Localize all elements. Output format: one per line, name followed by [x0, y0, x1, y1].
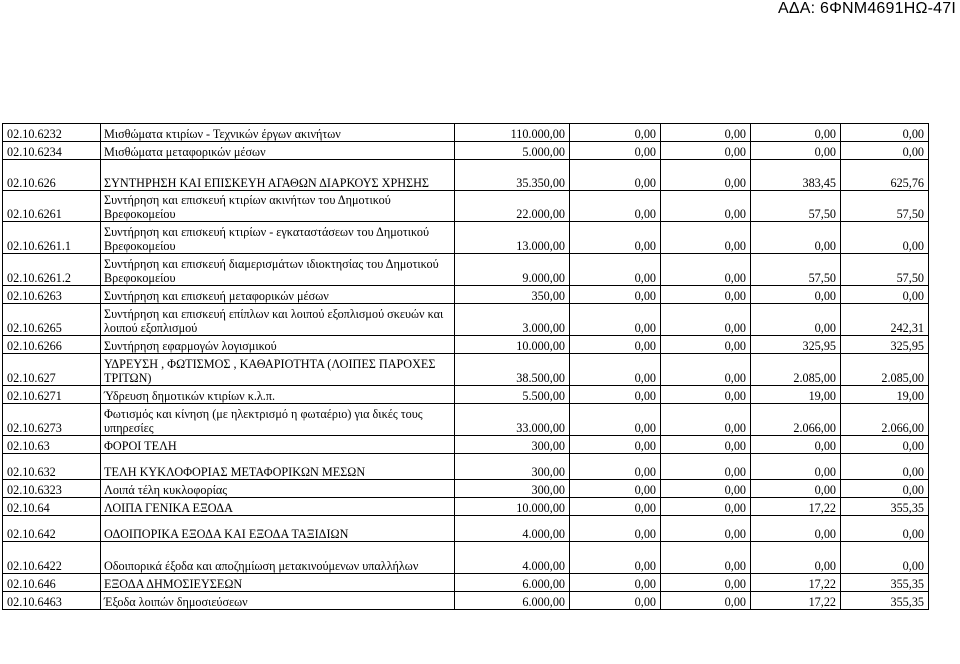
account-description: ΥΔΡΕΥΣΗ , ΦΩΤΙΣΜΟΣ , ΚΑΘΑΡΙΟΤΗΤΑ (ΛΟΙΠΕΣ ΠΑΡΟΧΕΣ ΤΡΙΤΩΝ)	[101, 354, 455, 386]
value-col-3: 0,00	[661, 354, 751, 386]
value-col-3: 0,00	[661, 516, 751, 542]
ada-identifier: ΑΔΑ: 6ΦΝΜ4691ΗΩ-47Ι	[778, 0, 956, 17]
value-col-3: 0,00	[661, 254, 751, 286]
value-col-3: 0,00	[661, 542, 751, 574]
value-col-2: 0,00	[570, 336, 661, 354]
value-col-4: 57,50	[751, 191, 841, 222]
budget-amount: 6.000,00	[455, 592, 570, 610]
budget-amount: 9.000,00	[455, 254, 570, 286]
account-description: Φωτισμός και κίνηση (με ηλεκτρισμό η φωταέριο) για δικές τους υπηρεσίες	[101, 404, 455, 436]
value-col-2: 0,00	[570, 191, 661, 222]
value-col-4: 383,45	[751, 160, 841, 191]
account-code: 02.10.6232	[3, 124, 101, 142]
value-col-4: 0,00	[751, 142, 841, 160]
account-description: ΤΕΛΗ ΚΥΚΛΟΦΟΡΙΑΣ ΜΕΤΑΦΟΡΙΚΩΝ ΜΕΣΩΝ	[101, 454, 455, 480]
value-col-5: 0,00	[841, 222, 929, 254]
account-code: 02.10.6273	[3, 404, 101, 436]
value-col-5: 0,00	[841, 436, 929, 454]
value-col-2: 0,00	[570, 436, 661, 454]
value-col-5: 0,00	[841, 454, 929, 480]
value-col-5: 0,00	[841, 516, 929, 542]
budget-amount: 6.000,00	[455, 574, 570, 592]
value-col-3: 0,00	[661, 498, 751, 516]
budget-amount: 3.000,00	[455, 304, 570, 336]
account-description: Οδοιπορικά έξοδα και αποζημίωση μετακινούμενων υπαλλήλων	[101, 542, 455, 574]
value-col-4: 17,22	[751, 498, 841, 516]
account-description: ΛΟΙΠΑ ΓΕΝΙΚΑ ΕΞΟΔΑ	[101, 498, 455, 516]
account-code: 02.10.6261	[3, 191, 101, 222]
table-row	[3, 124, 929, 142]
budget-amount: 5.500,00	[455, 386, 570, 404]
account-code: 02.10.6266	[3, 336, 101, 354]
budget-table	[2, 123, 929, 610]
value-col-3: 0,00	[661, 336, 751, 354]
value-col-4: 0,00	[751, 222, 841, 254]
table-row	[3, 480, 929, 498]
account-description: Έξοδα λοιπών δημοσιεύσεων	[101, 592, 455, 610]
value-col-4: 0,00	[751, 516, 841, 542]
account-description: ΣΥΝΤΗΡΗΣΗ ΚΑΙ ΕΠΙΣΚΕΥΗ ΑΓΑΘΩΝ ΔΙΑΡΚΟΥΣ ΧΡΗΣΗΣ	[101, 160, 455, 191]
value-col-2: 0,00	[570, 142, 661, 160]
value-col-2: 0,00	[570, 160, 661, 191]
table-row	[3, 498, 929, 516]
table-row	[3, 436, 929, 454]
budget-amount: 300,00	[455, 454, 570, 480]
value-col-4: 17,22	[751, 592, 841, 610]
value-col-3: 0,00	[661, 124, 751, 142]
account-description: ΦΟΡΟΙ ΤΕΛΗ	[101, 436, 455, 454]
account-description: Συντήρηση και επισκευή διαμερισμάτων ιδιοκτησίας του Δημοτικού Βρεφοκομείου	[101, 254, 455, 286]
value-col-2: 0,00	[570, 404, 661, 436]
account-code: 02.10.63	[3, 436, 101, 454]
account-description: ΕΞΟΔΑ ΔΗΜΟΣΙΕΥΣΕΩΝ	[101, 574, 455, 592]
table-row	[3, 160, 929, 191]
value-col-5: 2.085,00	[841, 354, 929, 386]
table-row	[3, 386, 929, 404]
account-description: Συντήρηση και επισκευή επίπλων και λοιπού εξοπλισμού σκευών και λοιπού εξοπλισμού	[101, 304, 455, 336]
value-col-5: 0,00	[841, 542, 929, 574]
value-col-4: 0,00	[751, 124, 841, 142]
budget-amount: 33.000,00	[455, 404, 570, 436]
value-col-5: 57,50	[841, 191, 929, 222]
account-code: 02.10.64	[3, 498, 101, 516]
value-col-5: 0,00	[841, 286, 929, 304]
budget-table-body	[3, 124, 929, 610]
value-col-4: 2.085,00	[751, 354, 841, 386]
value-col-4: 0,00	[751, 454, 841, 480]
table-row	[3, 454, 929, 480]
budget-amount: 13.000,00	[455, 222, 570, 254]
value-col-5: 355,35	[841, 592, 929, 610]
budget-amount: 4.000,00	[455, 542, 570, 574]
account-code: 02.10.626	[3, 160, 101, 191]
value-col-4: 57,50	[751, 254, 841, 286]
value-col-2: 0,00	[570, 516, 661, 542]
value-col-4: 0,00	[751, 436, 841, 454]
value-col-3: 0,00	[661, 142, 751, 160]
value-col-3: 0,00	[661, 436, 751, 454]
account-description: Μισθώματα κτιρίων - Τεχνικών έργων ακινήτων	[101, 124, 455, 142]
value-col-3: 0,00	[661, 304, 751, 336]
value-col-5: 0,00	[841, 480, 929, 498]
table-row	[3, 404, 929, 436]
value-col-3: 0,00	[661, 191, 751, 222]
account-description: Ύδρευση δημοτικών κτιρίων κ.λ.π.	[101, 386, 455, 404]
value-col-3: 0,00	[661, 480, 751, 498]
budget-amount: 110.000,00	[455, 124, 570, 142]
account-code: 02.10.6422	[3, 542, 101, 574]
value-col-4: 0,00	[751, 304, 841, 336]
value-col-3: 0,00	[661, 404, 751, 436]
value-col-4: 325,95	[751, 336, 841, 354]
value-col-2: 0,00	[570, 454, 661, 480]
value-col-3: 0,00	[661, 574, 751, 592]
account-description: ΟΔΟΙΠΟΡΙΚΑ ΕΞΟΔΑ ΚΑΙ ΕΞΟΔΑ ΤΑΞΙΔΙΩΝ	[101, 516, 455, 542]
value-col-2: 0,00	[570, 498, 661, 516]
value-col-2: 0,00	[570, 304, 661, 336]
account-code: 02.10.6263	[3, 286, 101, 304]
value-col-4: 0,00	[751, 286, 841, 304]
budget-amount: 300,00	[455, 480, 570, 498]
table-row	[3, 254, 929, 286]
budget-amount: 5.000,00	[455, 142, 570, 160]
account-description: Λοιπά τέλη κυκλοφορίας	[101, 480, 455, 498]
value-col-3: 0,00	[661, 160, 751, 191]
value-col-2: 0,00	[570, 480, 661, 498]
account-code: 02.10.642	[3, 516, 101, 542]
value-col-2: 0,00	[570, 592, 661, 610]
value-col-5: 19,00	[841, 386, 929, 404]
budget-amount: 300,00	[455, 436, 570, 454]
value-col-4: 0,00	[751, 480, 841, 498]
value-col-5: 242,31	[841, 304, 929, 336]
value-col-2: 0,00	[570, 354, 661, 386]
value-col-4: 0,00	[751, 542, 841, 574]
value-col-5: 0,00	[841, 124, 929, 142]
table-row	[3, 574, 929, 592]
value-col-5: 355,35	[841, 574, 929, 592]
table-row	[3, 542, 929, 574]
value-col-3: 0,00	[661, 286, 751, 304]
account-code: 02.10.632	[3, 454, 101, 480]
table-row	[3, 304, 929, 336]
table-row	[3, 354, 929, 386]
value-col-5: 355,35	[841, 498, 929, 516]
budget-amount: 10.000,00	[455, 498, 570, 516]
account-code: 02.10.6271	[3, 386, 101, 404]
value-col-2: 0,00	[570, 286, 661, 304]
value-col-4: 2.066,00	[751, 404, 841, 436]
value-col-2: 0,00	[570, 574, 661, 592]
account-description: Μισθώματα μεταφορικών μέσων	[101, 142, 455, 160]
value-col-2: 0,00	[570, 124, 661, 142]
table-row	[3, 286, 929, 304]
value-col-5: 625,76	[841, 160, 929, 191]
value-col-5: 2.066,00	[841, 404, 929, 436]
account-description: Συντήρηση και επισκευή κτιρίων ακινήτων του Δημοτικού Βρεφοκομείου	[101, 191, 455, 222]
value-col-3: 0,00	[661, 454, 751, 480]
table-row	[3, 516, 929, 542]
table-row	[3, 336, 929, 354]
value-col-2: 0,00	[570, 254, 661, 286]
account-code: 02.10.6234	[3, 142, 101, 160]
account-code: 02.10.627	[3, 354, 101, 386]
value-col-3: 0,00	[661, 222, 751, 254]
account-code: 02.10.6261.1	[3, 222, 101, 254]
account-code: 02.10.6463	[3, 592, 101, 610]
budget-amount: 38.500,00	[455, 354, 570, 386]
budget-amount: 10.000,00	[455, 336, 570, 354]
account-code: 02.10.646	[3, 574, 101, 592]
value-col-4: 19,00	[751, 386, 841, 404]
table-row	[3, 222, 929, 254]
account-code: 02.10.6323	[3, 480, 101, 498]
budget-amount: 4.000,00	[455, 516, 570, 542]
account-code: 02.10.6261.2	[3, 254, 101, 286]
value-col-5: 57,50	[841, 254, 929, 286]
value-col-2: 0,00	[570, 222, 661, 254]
budget-amount: 22.000,00	[455, 191, 570, 222]
value-col-2: 0,00	[570, 542, 661, 574]
budget-amount: 350,00	[455, 286, 570, 304]
account-description: Συντήρηση εφαρμογών λογισμικού	[101, 336, 455, 354]
value-col-3: 0,00	[661, 592, 751, 610]
table-row	[3, 142, 929, 160]
table-row	[3, 191, 929, 222]
value-col-4: 17,22	[751, 574, 841, 592]
value-col-3: 0,00	[661, 386, 751, 404]
account-code: 02.10.6265	[3, 304, 101, 336]
budget-amount: 35.350,00	[455, 160, 570, 191]
value-col-5: 325,95	[841, 336, 929, 354]
value-col-2: 0,00	[570, 386, 661, 404]
account-description: Συντήρηση και επισκευή μεταφορικών μέσων	[101, 286, 455, 304]
account-description: Συντήρηση και επισκευή κτιρίων - εγκαταστάσεων του Δημοτικού Βρεφοκομείου	[101, 222, 455, 254]
value-col-5: 0,00	[841, 142, 929, 160]
table-row	[3, 592, 929, 610]
